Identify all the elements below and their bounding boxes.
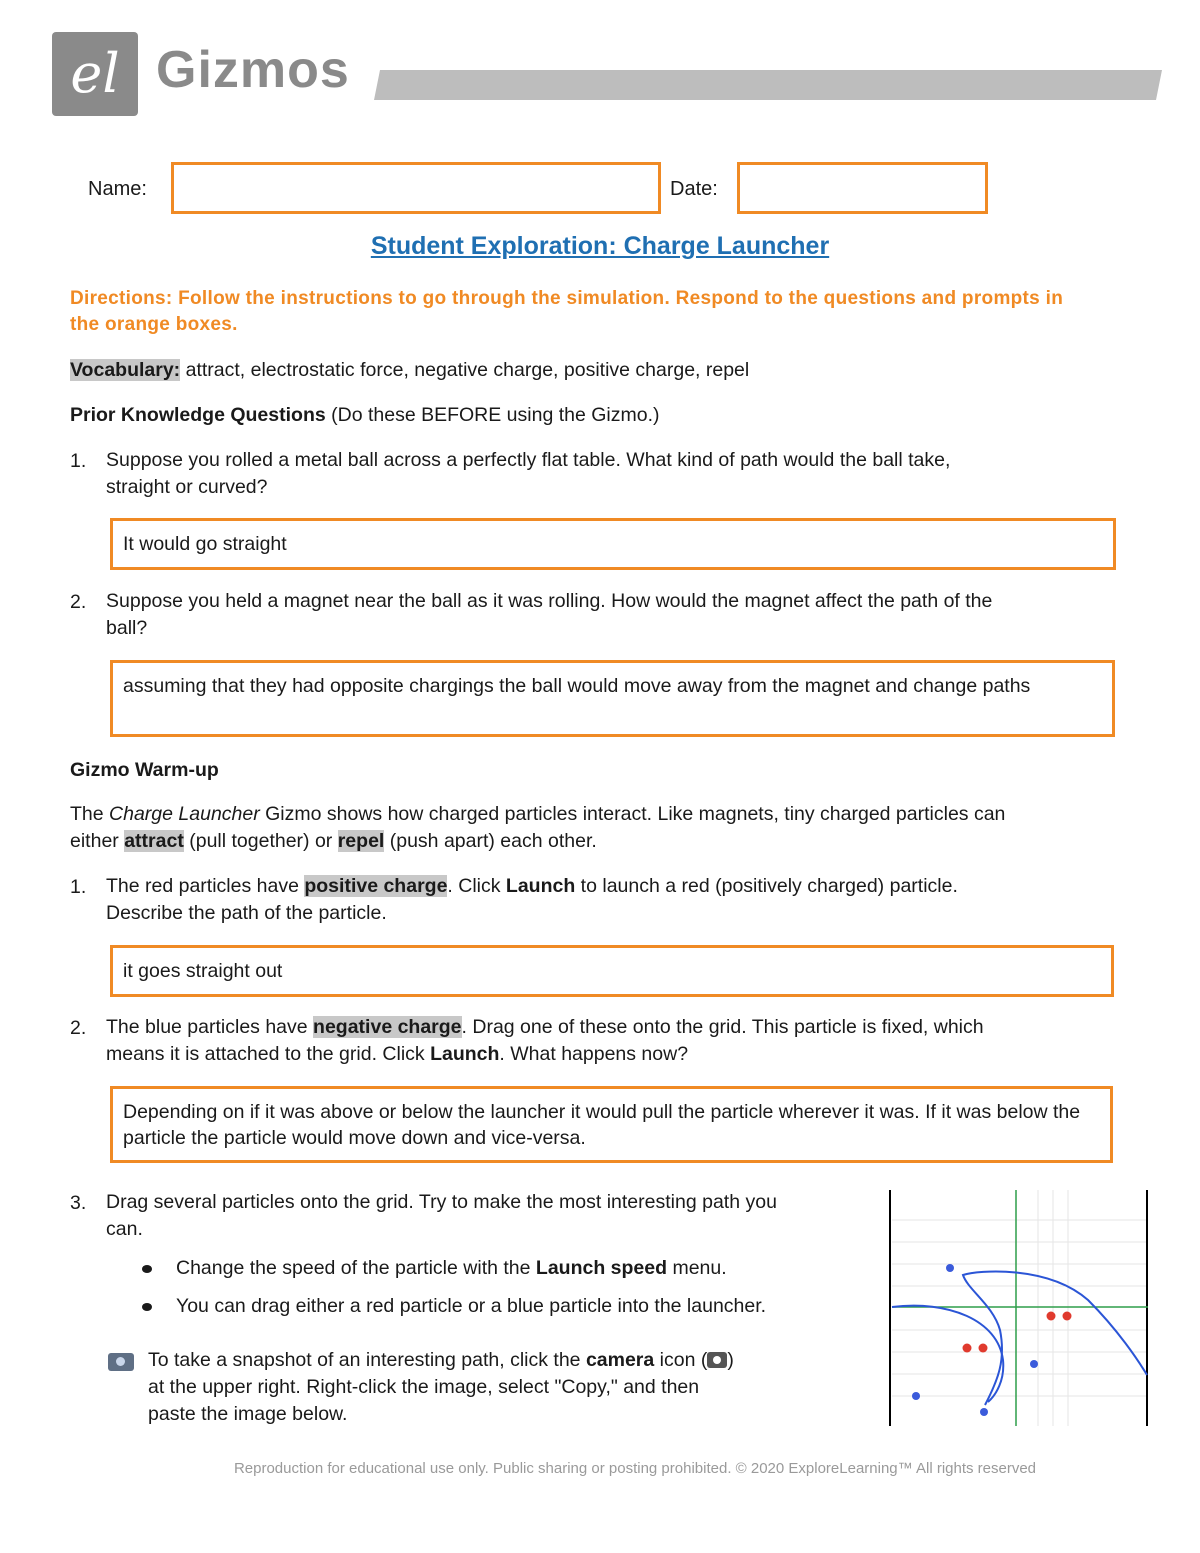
red-particle bbox=[963, 1344, 972, 1353]
repel-note: (push apart) each other. bbox=[384, 830, 597, 852]
name-field[interactable] bbox=[171, 162, 661, 214]
warmup-intro-line2 bbox=[70, 828, 1130, 855]
q2-a: The blue particles have bbox=[106, 1016, 314, 1038]
blue-particle bbox=[912, 1392, 920, 1400]
snapshot-b: icon ( bbox=[654, 1349, 708, 1371]
blue-particle bbox=[980, 1408, 988, 1416]
bullet-dot bbox=[142, 1265, 152, 1273]
particle-path-2 bbox=[963, 1271, 1147, 1405]
q2-line2b: . What happens now? bbox=[499, 1043, 689, 1065]
date-field[interactable] bbox=[737, 162, 988, 214]
q1-a: The red particles have bbox=[106, 875, 305, 897]
grid-lines bbox=[892, 1190, 1148, 1426]
red-particle bbox=[1047, 1312, 1056, 1321]
warmup-q1-answer[interactable]: it goes straight out bbox=[110, 945, 1114, 997]
warmup-q2-answer[interactable]: Depending on if it was above or below the launcher it would pull the particle wherever it was. If it was below the particle the particle would move down and vice-versa. bbox=[110, 1086, 1113, 1163]
prior-q1-text bbox=[106, 447, 950, 501]
q2-b: . Drag one of these onto the grid. This particle is fixed, which bbox=[461, 1016, 984, 1038]
q3-snapshot bbox=[148, 1347, 868, 1428]
term-positive-charge: positive charge bbox=[304, 875, 448, 897]
gizmos-logo bbox=[52, 32, 138, 116]
intro-rest: Gizmo shows how charged particles interact. Like magnets, tiny charged particles can bbox=[259, 803, 1006, 825]
attract-note: (pull together) or bbox=[183, 830, 338, 852]
q2-launch: Launch bbox=[430, 1043, 500, 1065]
prior-q1-answer[interactable]: It would go straight bbox=[110, 518, 1116, 570]
bullet-dot bbox=[142, 1303, 152, 1311]
warmup-intro-line1 bbox=[70, 801, 1130, 828]
warmup-q2-number: 2. bbox=[70, 1017, 87, 1039]
snapshot-a: To take a snapshot of an interesting path, click the bbox=[148, 1349, 586, 1371]
warmup-q1-line1 bbox=[106, 873, 958, 900]
vocabulary-terms: attract, electrostatic force, negative charge, positive charge, repel bbox=[180, 359, 750, 381]
term-repel: repel bbox=[337, 830, 385, 852]
prior-q2-answer[interactable]: assuming that they had opposite chargings the ball would move away from the magnet and change paths bbox=[110, 660, 1115, 737]
camera-icon bbox=[707, 1352, 727, 1368]
term-negative-charge: negative charge bbox=[313, 1016, 462, 1038]
snapshot-line1 bbox=[148, 1347, 868, 1374]
header-bar bbox=[374, 70, 1162, 100]
gizmo-name: Charge Launcher bbox=[109, 803, 260, 825]
warmup-q3-line2: can. bbox=[106, 1218, 143, 1240]
prior-heading-title: Prior Knowledge Questions bbox=[70, 404, 326, 426]
intro-either: either bbox=[70, 830, 125, 852]
date-label: Date: bbox=[670, 178, 718, 200]
warmup-q1-text bbox=[106, 873, 958, 927]
q2-line2a: means it is attached to the grid. Click bbox=[106, 1043, 431, 1065]
brand-name: Gizmos bbox=[156, 41, 350, 99]
red-particle bbox=[1063, 1312, 1072, 1321]
prior-q1-line1: Suppose you rolled a metal ball across a perfectly flat table. What kind of path would the ball take, bbox=[106, 449, 951, 471]
snapshot-line2: at the upper right. Right-click the image, select "Copy," and then bbox=[148, 1376, 700, 1398]
vocabulary bbox=[70, 357, 749, 384]
warmup-q1-number: 1. bbox=[70, 876, 87, 898]
prior-q2-line2: ball? bbox=[106, 617, 148, 639]
prior-q2-text bbox=[106, 588, 992, 642]
warmup-q2-line1 bbox=[106, 1014, 984, 1041]
q3-bullet-2 bbox=[176, 1293, 766, 1320]
warmup-intro bbox=[70, 801, 1130, 855]
snapshot-line3: paste the image below. bbox=[148, 1403, 348, 1425]
simulation-screenshot bbox=[888, 1190, 1150, 1426]
warmup-q3-number: 3. bbox=[70, 1192, 87, 1214]
prior-heading-note: (Do these BEFORE using the Gizmo.) bbox=[325, 404, 660, 426]
vocabulary-label: Vocabulary: bbox=[70, 359, 181, 381]
warmup-q2-line2 bbox=[106, 1041, 984, 1068]
blue-particle bbox=[946, 1264, 954, 1272]
warmup-q3-text bbox=[106, 1189, 866, 1243]
warmup-heading: Gizmo Warm-up bbox=[70, 759, 219, 781]
snapshot-c: ) bbox=[727, 1349, 734, 1371]
particle-path-1 bbox=[892, 1306, 1003, 1402]
warmup-q3-line1: Drag several particles onto the grid. Try to make the most interesting path you bbox=[106, 1191, 777, 1213]
q1-c: to launch a red (positively charged) particle. bbox=[575, 875, 958, 897]
bullet1-a: Change the speed of the particle with the bbox=[176, 1257, 536, 1279]
name-label: Name: bbox=[88, 178, 147, 200]
directions: Directions: Follow the instructions to go through the simulation. Respond to the questions and prompts in the orange boxes. bbox=[70, 288, 1064, 335]
term-attract: attract bbox=[124, 830, 184, 852]
bullet1-b: menu. bbox=[667, 1257, 727, 1279]
intro-the: The bbox=[70, 803, 110, 825]
camera-icon bbox=[108, 1353, 134, 1371]
prior-q1-line2: straight or curved? bbox=[106, 476, 268, 498]
page-title: Student Exploration: Charge Launcher bbox=[370, 232, 830, 260]
snapshot-camera: camera bbox=[585, 1349, 655, 1371]
prior-q1-number: 1. bbox=[70, 450, 87, 472]
prior-heading bbox=[70, 402, 660, 429]
red-particle bbox=[979, 1344, 988, 1353]
bullet1-launch-speed: Launch speed bbox=[535, 1257, 668, 1279]
blue-particle bbox=[1030, 1360, 1038, 1368]
warmup-q1-line2: Describe the path of the particle. bbox=[106, 902, 387, 924]
warmup-q2-text bbox=[106, 1014, 984, 1068]
q1-launch: Launch bbox=[505, 875, 576, 897]
footer: Reproduction for educational use only. Public sharing or posting prohibited. © 2020 ExploreLearning™ All rights reserved bbox=[233, 1460, 1037, 1477]
logo-glyph: el bbox=[70, 42, 120, 105]
bullet2-a: You can drag either a red particle or a blue particle into the launcher. bbox=[176, 1295, 767, 1317]
prior-q2-number: 2. bbox=[70, 591, 87, 613]
q1-b: . Click bbox=[447, 875, 506, 897]
q3-bullet-1 bbox=[176, 1255, 727, 1282]
prior-q2-line1: Suppose you held a magnet near the ball as it was rolling. How would the magnet affect the path of the bbox=[106, 590, 993, 612]
